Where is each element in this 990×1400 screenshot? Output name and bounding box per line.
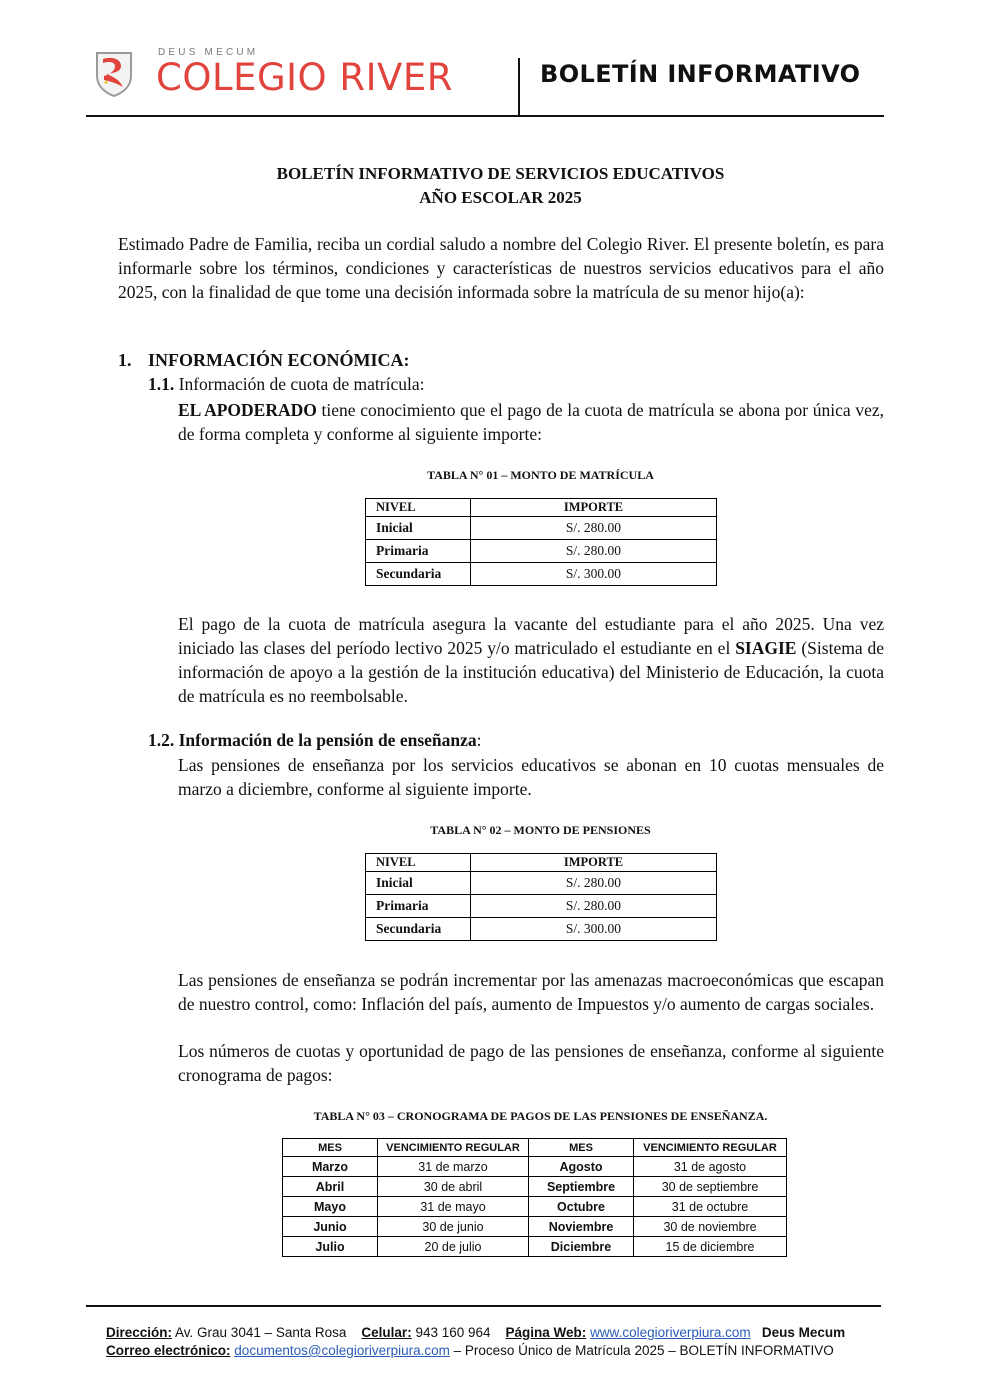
table-row bbox=[366, 895, 717, 918]
level-cell: Primaria bbox=[366, 540, 471, 563]
amount-cell: S/. 280.00 bbox=[471, 540, 717, 563]
refund-text-a: El pago de la cuota de matrícula asegura la vacante del estudiante para el año 2025. Una vez iniciado las clases del período lectivo 2025 y/o matriculado el estudiante en el bbox=[178, 614, 884, 658]
web-label: Página Web: bbox=[505, 1325, 587, 1340]
document-subtitle: AÑO ESCOLAR 2025 bbox=[419, 188, 582, 207]
month-cell: Diciembre bbox=[529, 1237, 634, 1257]
pension-increase-paragraph: Las pensiones de enseñanza se podrán incrementar por las amenazas macroeconómicas que escapan de nuestro control, como: Inflación del país, aumento de Impuestos y/o aumento de cargas sociales. bbox=[178, 970, 884, 1014]
due-date-cell: 31 de mayo bbox=[378, 1197, 529, 1217]
refund-text-b: (Sistema de información de apoyo a la gestión de la institución educativa) del Ministerio de Educación, la cuota de matrícula es no reembolsable. bbox=[178, 638, 884, 706]
tagline: DEUS MECUM bbox=[158, 47, 259, 58]
month-cell: Noviembre bbox=[529, 1217, 634, 1237]
table-header: IMPORTE bbox=[471, 499, 717, 517]
subsection-1-1-number: 1.1. bbox=[148, 374, 175, 394]
due-date-cell: 31 de agosto bbox=[634, 1157, 787, 1177]
due-date-cell: 30 de septiembre bbox=[634, 1177, 787, 1197]
address-label: Dirección: bbox=[106, 1325, 173, 1340]
table-header: IMPORTE bbox=[471, 854, 717, 872]
siagie-term: SIAGIE bbox=[735, 638, 797, 658]
level-cell: Inicial bbox=[366, 872, 471, 895]
due-date-cell: 30 de noviembre bbox=[634, 1217, 787, 1237]
month-cell: Marzo bbox=[283, 1157, 378, 1177]
month-cell: Septiembre bbox=[529, 1177, 634, 1197]
month-cell: Mayo bbox=[283, 1197, 378, 1217]
month-cell: Junio bbox=[283, 1217, 378, 1237]
month-cell: Agosto bbox=[529, 1157, 634, 1177]
section-1-heading: INFORMACIÓN ECONÓMICA: bbox=[148, 350, 410, 370]
email-label: Correo electrónico: bbox=[106, 1343, 231, 1358]
table-header: NIVEL bbox=[366, 499, 471, 517]
level-cell: Inicial bbox=[366, 517, 471, 540]
table-1-caption: TABLA N° 01 – MONTO DE MATRÍCULA bbox=[427, 468, 654, 482]
table-header: VENCIMIENTO REGULAR bbox=[634, 1139, 787, 1157]
process-text: – Proceso Único de Matrícula 2025 – BOLETÍN INFORMATIVO bbox=[449, 1343, 834, 1358]
subsection-1-1-heading bbox=[148, 374, 425, 395]
due-date-cell: 15 de diciembre bbox=[634, 1237, 787, 1257]
header-rule bbox=[86, 115, 884, 117]
matricula-paragraph bbox=[178, 398, 884, 446]
section-1-number: 1. bbox=[118, 350, 132, 370]
due-date-cell: 31 de marzo bbox=[378, 1157, 529, 1177]
phone-label: Celular: bbox=[361, 1325, 412, 1340]
level-cell: Primaria bbox=[366, 895, 471, 918]
table-row bbox=[366, 563, 717, 586]
table-row bbox=[366, 540, 717, 563]
matricula-refund-paragraph bbox=[178, 612, 884, 708]
phone-value: 943 160 964 bbox=[411, 1325, 491, 1340]
footer-line-2 bbox=[106, 1343, 834, 1358]
amount-cell: S/. 300.00 bbox=[471, 918, 717, 941]
footer-motto: Deus Mecum bbox=[761, 1325, 846, 1340]
website-link[interactable]: www.colegioriverpiura.com bbox=[590, 1325, 751, 1340]
amount-cell: S/. 300.00 bbox=[471, 563, 717, 586]
table-cronograma bbox=[282, 1138, 787, 1257]
table-row bbox=[366, 517, 717, 540]
level-cell: Secundaria bbox=[366, 918, 471, 941]
table-row bbox=[283, 1237, 787, 1257]
table-row bbox=[283, 1157, 787, 1177]
header-title: BOLETÍN INFORMATIVO bbox=[540, 60, 861, 88]
table-header: MES bbox=[529, 1139, 634, 1157]
subsection-1-2-number: 1.2. bbox=[148, 730, 175, 750]
school-shield-logo bbox=[94, 50, 134, 98]
table-matricula bbox=[365, 498, 717, 586]
table-header: MES bbox=[283, 1139, 378, 1157]
email-link[interactable]: documentos@colegioriverpiura.com bbox=[234, 1343, 450, 1358]
subsection-1-1-title: Información de cuota de matrícula: bbox=[178, 374, 425, 394]
subsection-1-2-title: Información de la pensión de enseñanza bbox=[178, 730, 477, 750]
table-row bbox=[283, 1217, 787, 1237]
apoderado-term: EL APODERADO bbox=[178, 400, 317, 420]
brand-name: COLEGIO RIVER bbox=[156, 56, 453, 99]
header-divider bbox=[518, 58, 520, 116]
level-cell: Secundaria bbox=[366, 563, 471, 586]
due-date-cell: 31 de octubre bbox=[634, 1197, 787, 1217]
table-pensiones bbox=[365, 853, 717, 941]
colon: : bbox=[476, 730, 482, 750]
schedule-intro-paragraph: Los números de cuotas y oportunidad de pago de las pensiones de enseñanza, conforme al siguiente cronograma de pagos: bbox=[178, 1041, 884, 1085]
amount-cell: S/. 280.00 bbox=[471, 872, 717, 895]
table-header: VENCIMIENTO REGULAR bbox=[378, 1139, 529, 1157]
pension-paragraph: Las pensiones de enseñanza por los servicios educativos se abonan en 10 cuotas mensuales de marzo a diciembre, conforme al siguiente importe. bbox=[178, 755, 884, 799]
footer-rule bbox=[86, 1305, 881, 1307]
month-cell: Octubre bbox=[529, 1197, 634, 1217]
subsection-1-2-heading bbox=[148, 730, 482, 751]
due-date-cell: 30 de junio bbox=[378, 1217, 529, 1237]
month-cell: Abril bbox=[283, 1177, 378, 1197]
document-title: BOLETÍN INFORMATIVO DE SERVICIOS EDUCATIVOS bbox=[276, 164, 725, 183]
table-3-caption: TABLA N° 03 – CRONOGRAMA DE PAGOS DE LAS PENSIONES DE ENSEÑANZA. bbox=[313, 1109, 768, 1123]
table-header: NIVEL bbox=[366, 854, 471, 872]
due-date-cell: 20 de julio bbox=[378, 1237, 529, 1257]
amount-cell: S/. 280.00 bbox=[471, 517, 717, 540]
table-row bbox=[366, 872, 717, 895]
matricula-text: tiene conocimiento que el pago de la cuota de matrícula se abona por única vez, de forma completa y conforme al siguiente importe: bbox=[178, 400, 884, 444]
intro-paragraph: Estimado Padre de Familia, reciba un cordial saludo a nombre del Colegio River. El presente boletín, es para informarle sobre los términos, condiciones y características de nuestros servicios educativos para el año 2025, con la finalidad de que tome una decisión informada sobre la matrícula de su menor hijo(a): bbox=[118, 234, 884, 302]
table-row bbox=[283, 1177, 787, 1197]
table-2-caption: TABLA N° 02 – MONTO DE PENSIONES bbox=[430, 823, 651, 837]
footer-line-1 bbox=[106, 1325, 845, 1340]
address-value: Av. Grau 3041 – Santa Rosa bbox=[172, 1325, 347, 1340]
month-cell: Julio bbox=[283, 1237, 378, 1257]
table-row bbox=[283, 1197, 787, 1217]
amount-cell: S/. 280.00 bbox=[471, 895, 717, 918]
due-date-cell: 30 de abril bbox=[378, 1177, 529, 1197]
table-row bbox=[366, 918, 717, 941]
